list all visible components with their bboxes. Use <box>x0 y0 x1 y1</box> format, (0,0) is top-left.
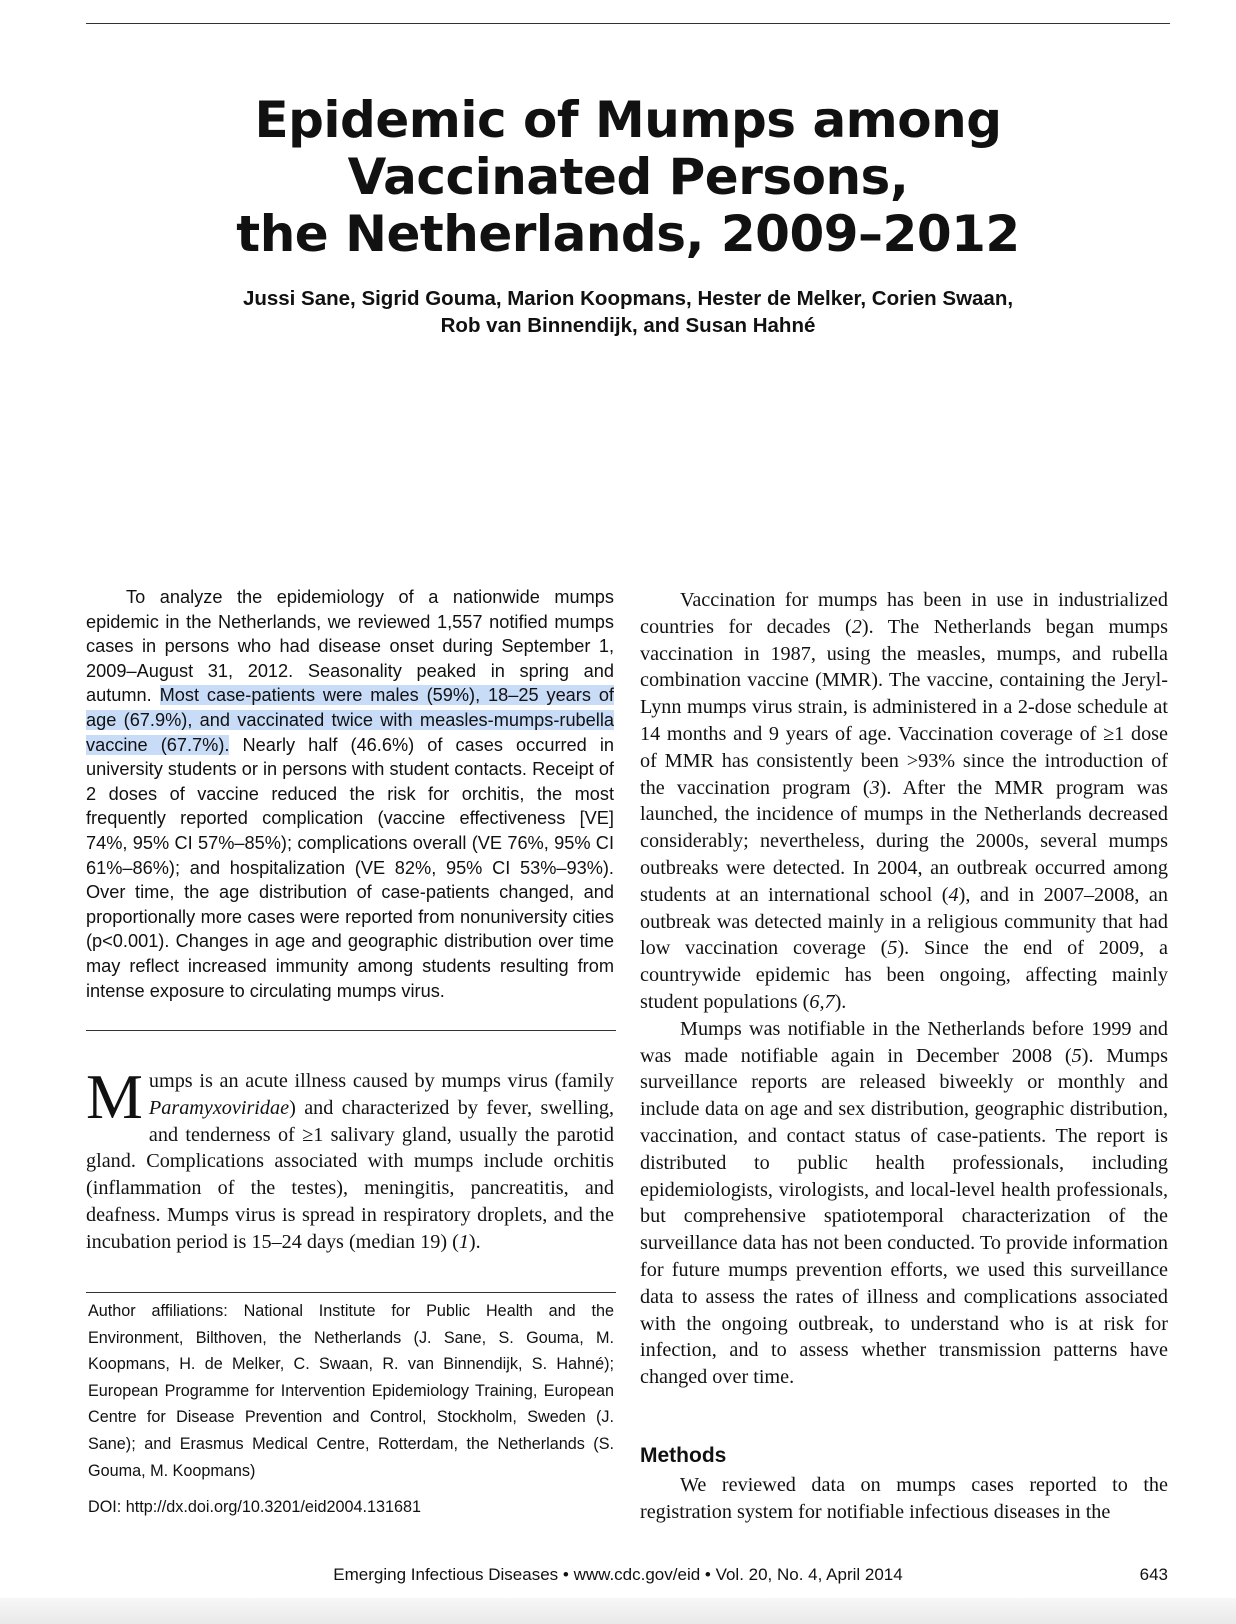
authors-line-1: Jussi Sane, Sigrid Gouma, Marion Koopmans, Hester de Melker, Corien Swaan, <box>242 287 1014 310</box>
methods-text: We reviewed data on mumps cases reported to the registration system for notifiable infectious diseases in the <box>640 1474 1168 1523</box>
page-number: 643 <box>1139 1565 1168 1584</box>
author-affiliations: Author affiliations: National Institute for Public Health and the Environment, Bilthoven, the Netherlands (J. Sane, S. Gouma, M. Koopmans, H. de Melker, C. Swaan, R. van Binnendijk, S. Hahné); European Programme for Intervention Epidemiology Training, European Centre for Disease Prevention and Control, Stockholm, Sweden (J. Sane); and Erasmus Medical Centre, Rotterdam, the Netherlands (S. Gouma, M. Koopmans) <box>88 1302 614 1480</box>
authors-line-2: Rob van Binnendijk, and Susan Hahné <box>440 314 816 337</box>
bottom-shade <box>0 1598 1236 1624</box>
journal-footer: Emerging Infectious Diseases • www.cdc.gov/eid • Vol. 20, No. 4, April 2014 <box>333 1565 903 1584</box>
title-line-2: Vaccinated Persons, <box>347 148 909 206</box>
intro-text-3: ). <box>468 1230 481 1253</box>
title-line-1: Epidemic of Mumps among <box>254 91 1002 149</box>
abstract <box>86 585 614 1003</box>
ref-5[interactable]: 5 <box>887 937 898 960</box>
abstract-rule <box>86 1030 616 1031</box>
ref-5b[interactable]: 5 <box>1071 1044 1082 1067</box>
ref-6-7[interactable]: 6,7 <box>809 990 835 1013</box>
intro-italic: Paramyxoviridae <box>148 1096 290 1119</box>
abstract-highlighted-text[interactable]: Most case-patients were males (59%), 18–25 years of age (67.9%), and vaccinated twice with measles-mumps-rubella vaccine (67.7%). <box>86 685 614 755</box>
col2-paragraph-2 <box>640 1016 1168 1391</box>
intro-text-1: umps is an acute illness caused by mumps virus (family <box>148 1070 614 1092</box>
methods-heading: Methods <box>640 1444 727 1467</box>
ref-2[interactable]: 2 <box>851 615 862 638</box>
col2-paragraph-1 <box>640 587 1168 1016</box>
p1-text-e: ). Since the end of 2009, a countrywide epidemic has been ongoing, affecting mainly student populations ( <box>640 937 1168 1013</box>
p1-text-d: ), and in 2007–2008, an outbreak was detected mainly in a religious community that had low vaccination coverage ( <box>640 883 1168 960</box>
drop-cap: M <box>86 1061 143 1132</box>
right-column <box>640 587 1168 1391</box>
p2-text-b: ). Mumps surveillance reports are released biweekly or monthly and include data on age and sex distribution, geographic distribution, vaccination, and contact status of case-patients. The report is distributed to public health professionals, including epidemiologists, virologists, and local-level health professionals, but comprehensive spatiotemporal characterization of the surveillance data has not been conducted. To provide information for future mumps prevention efforts, we used this surveillance data to assess the rates of illness and complications associated with the ongoing outbreak, to understand who is at risk for infection, and to assess whether transmission patterns have changed over time. <box>640 1044 1168 1389</box>
p2-text-a: Mumps was notifiable in the Netherlands before 1999 and was made notifiable again in December 2008 ( <box>640 1017 1168 1067</box>
p1-text-c: ). After the MMR program was launched, the incidence of mumps in the Netherlands decreased considerably; nevertheless, during the 2000s, several mumps outbreaks were detected. In 2004, an outbreak occurred among students at an international school ( <box>640 776 1168 906</box>
article-title <box>100 92 1156 263</box>
p1-text-a: Vaccination for mumps has been in use in industrialized countries for decades ( <box>640 589 1168 638</box>
abstract-text-1: To analyze the epidemiology of a nationwide mumps epidemic in the Netherlands, we reviewed 1,557 notified mumps cases in persons who had disease onset during September 1, 2009–August 31, 2012. Seasonality peaked in spring and autumn. <box>86 587 614 706</box>
p1-text-f: ). <box>834 990 847 1013</box>
abstract-text-2: Nearly half (46.6%) of cases occurred in university students or in persons with student contacts. Receipt of 2 doses of vaccine reduced the risk for orchitis, the most frequently reported complication (vaccine effectiveness [VE] 74%, 95% CI 57%–85%); complications overall (VE 76%, 95% CI 61%–86%); and hospitalization (VE 82%, 95% CI 53%–93%). Over time, the age distribution of case-patients changed, and proportionally more cases were reported from nonuniversity cities (p<0.001). Changes in age and geographic distribution over time may reflect increased immunity among students resulting from intense exposure to circulating mumps virus. <box>86 734 614 1001</box>
top-rule <box>86 23 1170 24</box>
p1-text-b: ). The Netherlands began mumps vaccination in 1987, using the measles, mumps, and rubella combination vaccine (MMR). The vaccine, containing the Jeryl-Lynn mumps virus strain, is administered in a 2-dose schedule at 14 months and 9 years of age. Vaccination coverage of ≥1 dose of MMR has consistently been >93% since the introduction of the vaccination program ( <box>640 615 1168 799</box>
affiliations-rule <box>86 1292 616 1293</box>
title-line-3: the Netherlands, 2009–2012 <box>236 205 1020 263</box>
ref-3[interactable]: 3 <box>869 776 880 799</box>
intro-paragraph <box>86 1061 614 1256</box>
doi-link[interactable]: DOI: http://dx.doi.org/10.3201/eid2004.131681 <box>88 1498 421 1516</box>
author-list <box>100 285 1156 339</box>
ref-4[interactable]: 4 <box>948 883 959 906</box>
ref-1[interactable]: 1 <box>458 1230 469 1253</box>
intro-text-2: ) and characterized by fever, swelling, and tenderness of ≥1 salivary gland, usually the parotid gland. Complications associated with mumps include orchitis (inflammation of the testes), meningitis, pancreatitis, and deafness. Mumps virus is spread in respiratory droplets, and the incubation period is 15–24 days (median 19) ( <box>86 1096 614 1253</box>
